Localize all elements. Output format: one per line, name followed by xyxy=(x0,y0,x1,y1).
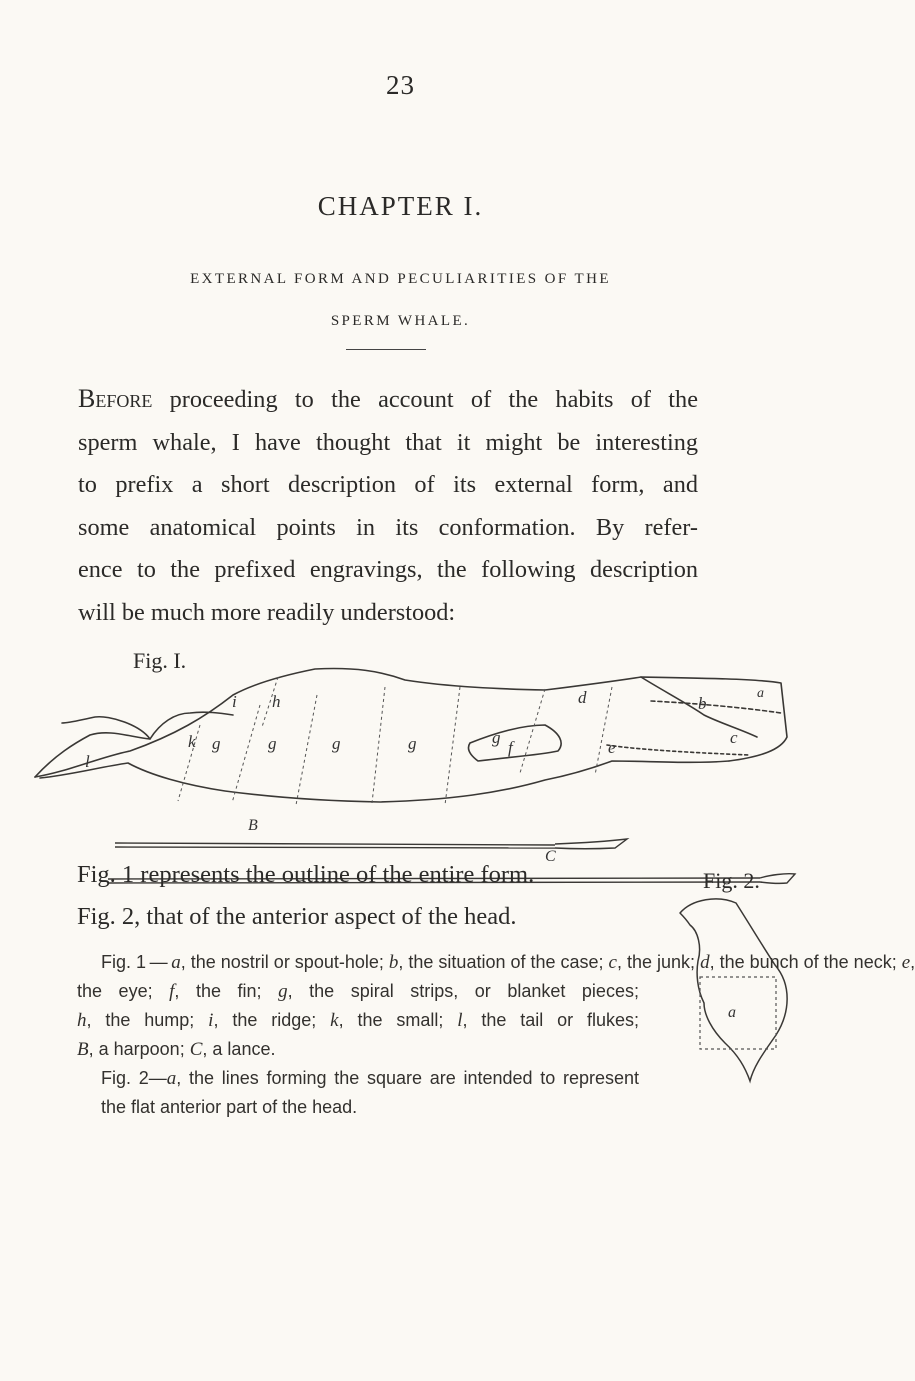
fig1-letter-k: k xyxy=(188,732,196,751)
anterior-square xyxy=(700,977,776,1049)
case-line xyxy=(651,701,781,713)
intro-line-1: Before proceeding to the account of the habits of the xyxy=(78,384,698,413)
fig1-letter-g1: g xyxy=(212,734,221,753)
caption-fig-1: Fig. 1 represents the outline of the entire form. xyxy=(77,861,535,888)
fig1-letter-a: a xyxy=(757,686,764,701)
chapter-title: CHAPTER I. xyxy=(317,191,484,221)
legend-line-1: Fig. 1 — a, the nostril or spout-hole; b, the situation of the case; c, the junk; d, the bunch of the neck; e, xyxy=(101,952,915,973)
section-rule xyxy=(346,349,426,350)
intro-line-2: sperm whale, I have thought that it might be interesting xyxy=(78,428,698,456)
chapter-subtitle-line-1: EXTERNAL FORM AND PECULIARITIES OF THE xyxy=(190,271,611,287)
strip-line-4 xyxy=(372,687,385,803)
legend-line-5: Fig. 2—a, the lines forming the square are intended to represent the flat anterior part of the head. xyxy=(101,1068,639,1117)
legend-line-3: h, the hump; i, the ridge; k, the small; l, the tail or flukes; xyxy=(77,1010,640,1031)
junk-line xyxy=(607,745,750,755)
whale-back-outline xyxy=(35,668,787,777)
legend-line-4: B, a harpoon; C, a lance. xyxy=(77,1039,276,1060)
fig1-letter-g2: g xyxy=(268,734,277,753)
strip-line-2 xyxy=(232,705,260,803)
fin-outline xyxy=(468,725,561,761)
intro-line-4: some anatomical points in its conformation. By refer- xyxy=(78,513,698,541)
head-outline xyxy=(680,899,787,1081)
chapter-subtitle-line-2: SPERM WHALE. xyxy=(330,313,471,329)
figure-1-label: Fig. I. xyxy=(133,648,187,673)
intro-line-3: to prefix a short description of its external form, and xyxy=(78,471,698,499)
fig1-letter-f: f xyxy=(508,738,513,757)
strip-line-5 xyxy=(445,687,460,805)
fig1-letter-harpoon: B xyxy=(248,817,258,834)
page-number: 23 xyxy=(386,70,415,100)
tail-fluke-upper xyxy=(35,717,150,777)
figure-legend xyxy=(77,948,915,1121)
fig1-letter-h: h xyxy=(272,692,281,711)
whale-belly-outline xyxy=(40,761,729,802)
fig1-letter-g4: g xyxy=(408,734,417,753)
fig1-letter-d: d xyxy=(578,688,587,707)
intro-line-6: will be much more readily understood: xyxy=(78,598,456,626)
figure-1-whale-outline xyxy=(0,665,801,865)
intro-paragraph xyxy=(78,378,698,635)
legend-line-2: the eye; f, the fin; g, the spiral strips, or blanket pieces; xyxy=(77,981,639,1002)
fig1-letter-e: e xyxy=(608,738,616,757)
fig1-letter-i: i xyxy=(232,692,237,711)
fig1-letter-c: c xyxy=(730,728,738,747)
intro-line-5: ence to the prefixed engravings, the following description xyxy=(78,556,698,584)
fig2-letter-a: a xyxy=(728,1004,736,1021)
fig1-letter-b: b xyxy=(698,694,707,713)
fig1-letter-g3: g xyxy=(332,734,341,753)
fig1-letter-l: l xyxy=(85,752,90,771)
strip-line-6 xyxy=(520,689,545,773)
fig1-letter-lance: C xyxy=(545,848,556,865)
drop-word: Before xyxy=(78,384,153,413)
caption-fig-2: Fig. 2, that of the anterior aspect of the head. xyxy=(77,903,517,930)
strip-line-3 xyxy=(296,695,317,805)
fig1-letter-g5: g xyxy=(492,728,501,747)
figure-2-label: Fig. 2. xyxy=(703,868,760,893)
